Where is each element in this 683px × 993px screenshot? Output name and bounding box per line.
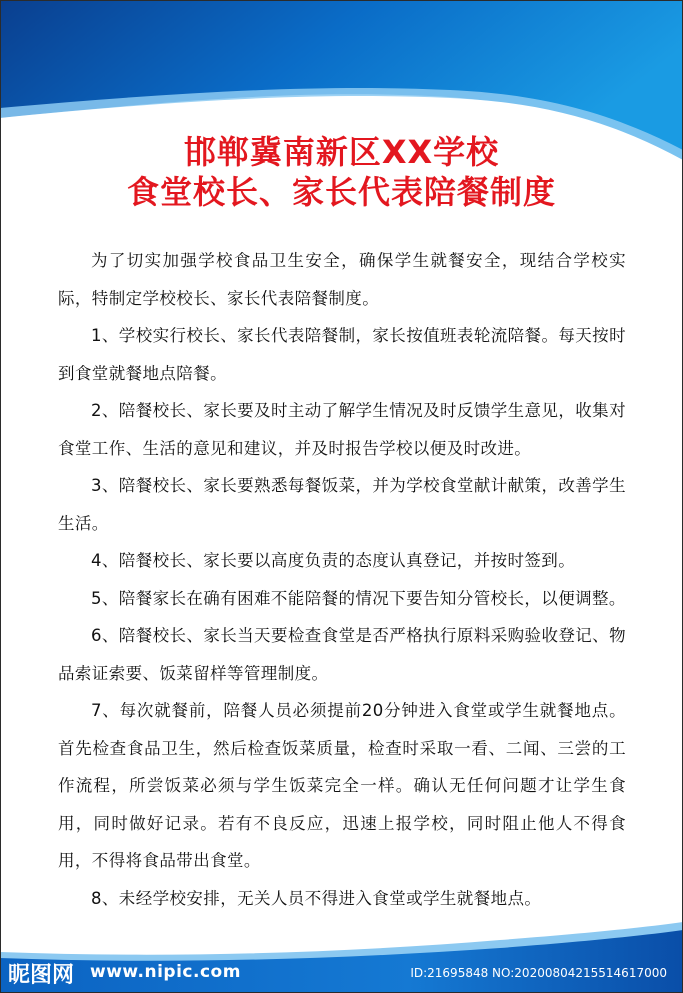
rule-item-2: 2、陪餐校长、家长要及时主动了解学生情况及时反馈学生意见，收集对食堂工作、生活的意见和建议，并及时报告学校以便及时改进。 [58,401,626,458]
rule-item-8: 8、未经学校安排，无关人员不得进入食堂或学生就餐地点。 [91,888,542,908]
rule-item-3: 3、陪餐校长、家长要熟悉每餐饭菜，并为学校食堂献计献策，改善学生生活。 [58,476,626,533]
watermark-url: www.nipic.com [90,962,241,982]
rule-item-4: 4、陪餐校长、家长要以高度负责的态度认真登记，并按时签到。 [91,551,576,570]
watermark-logo: 昵图网 [8,963,75,988]
intro-paragraph: 为了切实加强学校食品卫生安全，确保学生就餐安全，现结合学校实际，特制定学校校长、家长代表陪餐制度。 [58,251,626,308]
watermark-id: ID:21695848 NO:20200804215514617000 [410,966,667,980]
title-line-1: 邯郸冀南新区XX学校 [183,133,500,171]
rule-item-1: 1、学校实行校长、家长代表陪餐制，家长按值班表轮流陪餐。每天按时到食堂就餐地点陪餐。 [58,326,626,383]
rule-item-5: 5、陪餐家长在确有困难不能陪餐的情况下要告知分管校长，以便调整。 [91,588,626,608]
rule-item-7: 7、每次就餐前，陪餐人员必须提前20分钟进入食堂或学生就餐地点。首先检查食品卫生，然后检查饭菜质量，检查时采取一看、二闻、三尝的工作流程，所尝饭菜必须与学生饭菜完全一样。确认无任何问题才让学生食用，同时做好记录。若有不良反应，迅速上报学校，同时阻止他人不得食用，不得将食品带出食堂。 [58,701,626,870]
title-line-2: 食堂校长、家长代表陪餐制度 [126,173,556,211]
regulation-body [58,242,626,917]
rule-item-6: 6、陪餐校长、家长当天要检查食堂是否严格执行原料采购验收登记、物品索证索要、饭菜留样等管理制度。 [58,626,626,683]
title-block [0,132,683,212]
